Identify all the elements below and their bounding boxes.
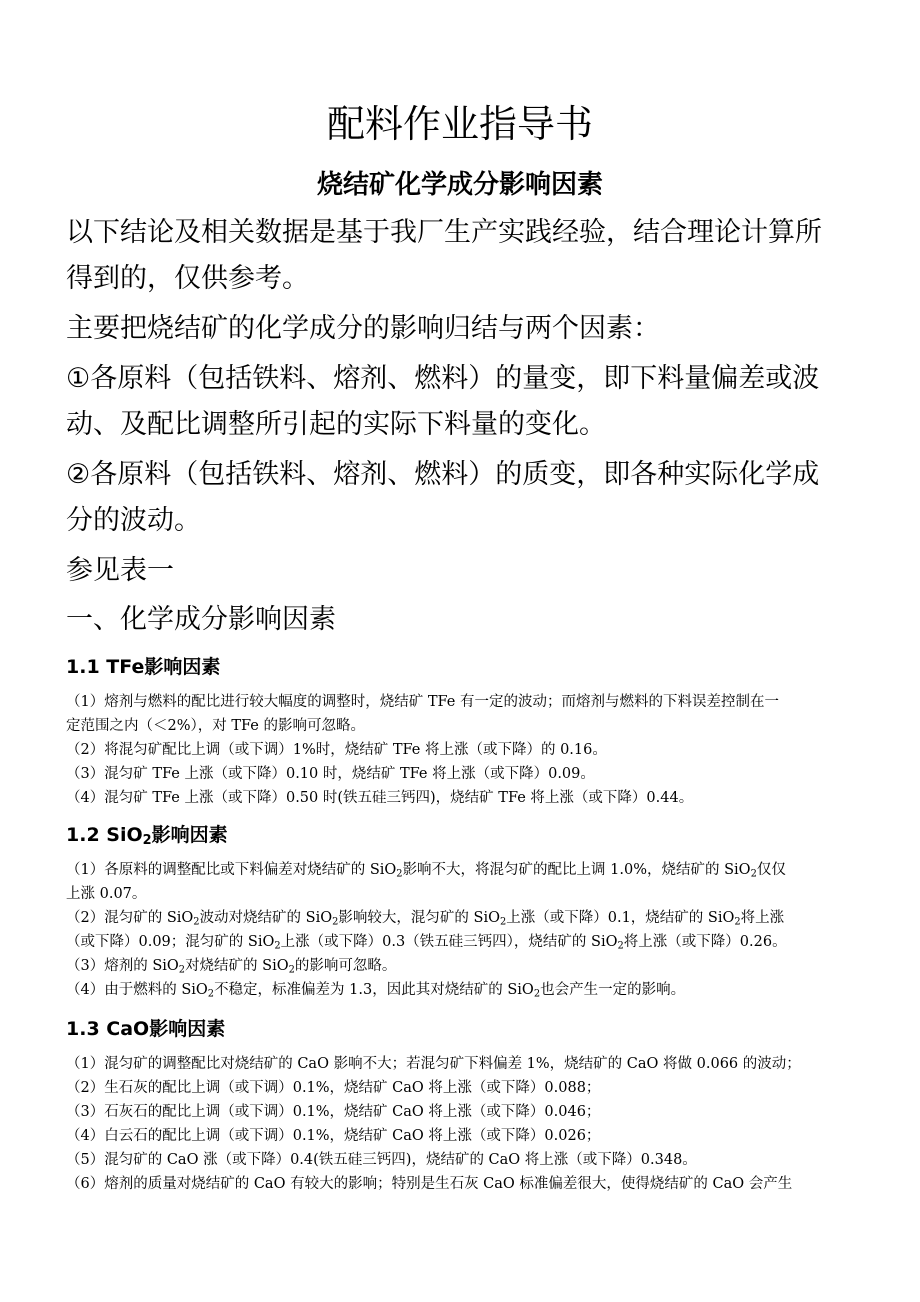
sio2-paragraph-1-line-1: （1）各原料的调整配比或下料偏差对烧结矿的 SiO$_2$影响不大，将混匀矿的配比上调 1.0%，烧结矿的 SiO$_2$仅仅: [66, 862, 786, 880]
tfe-paragraph-1-line-1: （1）熔剂与燃料的配比进行较大幅度的调整时，烧结矿 TFe 有一定的波动；而熔剂与燃料的下料误差控制在一: [66, 694, 779, 710]
factor-2-line-1: ②各原料（包括铁料、熔剂、燃料）的质变，即各种实际化学成: [66, 459, 820, 490]
cao-paragraph-1: （1）混匀矿的调整配比对烧结矿的 CaO 影响不大；若混匀矿下料偏差 1%，烧结矿的 CaO 将做 0.066 的波动；: [66, 1056, 801, 1072]
sio2-paragraph-1-line-2: 上涨 0.07。: [66, 886, 147, 902]
factor-1-line-1: ①各原料（包括铁料、熔剂、燃料）的量变，即下料量偏差或波: [66, 363, 820, 394]
cao-paragraph-3: （3）石灰石的配比上调（或下调）0.1%，烧结矿 CaO 将上涨（或下降）0.046；: [66, 1104, 601, 1120]
sio2-paragraph-4: （4）由于燃料的 SiO$_2$不稳定，标准偏差为 1.3，因此其对烧结矿的 SiO$_2$也会产生一定的影响。: [66, 982, 686, 1000]
cao-heading: 1.3 CaO影响因素: [66, 1018, 226, 1040]
tfe-heading: 1.1 TFe影响因素: [66, 656, 221, 678]
sio2-heading: 1.2 SiO$_2$影响因素: [66, 824, 228, 849]
tfe-paragraph-1-line-2: 定范围之内（＜2%），对 TFe 的影响可忽略。: [66, 718, 365, 734]
cao-paragraph-5: （5）混匀矿的 CaO 涨（或下降）0.4(铁五硅三钙四)，烧结矿的 CaO 将上涨（或下降）0.348。: [66, 1152, 697, 1168]
factor-1-line-2: 动、及配比调整所引起的实际下料量的变化。: [66, 409, 606, 440]
intro-line-2: 得到的，仅供参考。: [66, 263, 309, 294]
cao-paragraph-6: （6）熔剂的质量对烧结矿的 CaO 有较大的影响；特别是生石灰 CaO 标准偏差很大，使得烧结矿的 CaO 会产生: [66, 1176, 793, 1192]
section-1-heading: 一、化学成分影响因素: [66, 604, 336, 635]
factor-2-line-2: 分的波动。: [66, 505, 201, 536]
cao-paragraph-4: （4）白云石的配比上调（或下调）0.1%，烧结矿 CaO 将上涨（或下降）0.026；: [66, 1128, 601, 1144]
summary-text: 主要把烧结矿的化学成分的影响归结与两个因素：: [66, 313, 660, 344]
cao-paragraph-2: （2）生石灰的配比上调（或下调）0.1%，烧结矿 CaO 将上涨（或下降）0.088；: [66, 1080, 601, 1096]
document-subtitle: 烧结矿化学成分影响因素: [316, 170, 603, 200]
sio2-paragraph-2-line-2: （或下降）0.09；混匀矿的 SiO$_2$上涨（或下降）0.3（铁五硅三钙四），烧结矿的 SiO$_2$将上涨（或下降）0.26。: [66, 934, 787, 952]
see-table-text: 参见表一: [66, 555, 174, 586]
sio2-paragraph-2-line-1: （2）混匀矿的 SiO$_2$波动对烧结矿的 SiO$_2$影响较大，混匀矿的 SiO$_2$上涨（或下降）0.1，烧结矿的 SiO$_2$将上涨: [66, 910, 785, 928]
document-title: 配料作业指导书: [326, 102, 593, 146]
tfe-paragraph-3: （3）混匀矿 TFe 上涨（或下降）0.10 时，烧结矿 TFe 将上涨（或下降）0.09。: [66, 766, 595, 782]
tfe-paragraph-2: （2）将混匀矿配比上调（或下调）1%时，烧结矿 TFe 将上涨（或下降）的 0.16。: [66, 742, 607, 758]
intro-line-1: 以下结论及相关数据是基于我厂生产实践经验，结合理论计算所: [66, 217, 822, 248]
tfe-paragraph-4: （4）混匀矿 TFe 上涨（或下降）0.50 时(铁五硅三钙四)，烧结矿 TFe 将上涨（或下降）0.44。: [66, 790, 694, 806]
sio2-paragraph-3: （3）熔剂的 SiO$_2$对烧结矿的 SiO$_2$的影响可忽略。: [66, 958, 397, 976]
